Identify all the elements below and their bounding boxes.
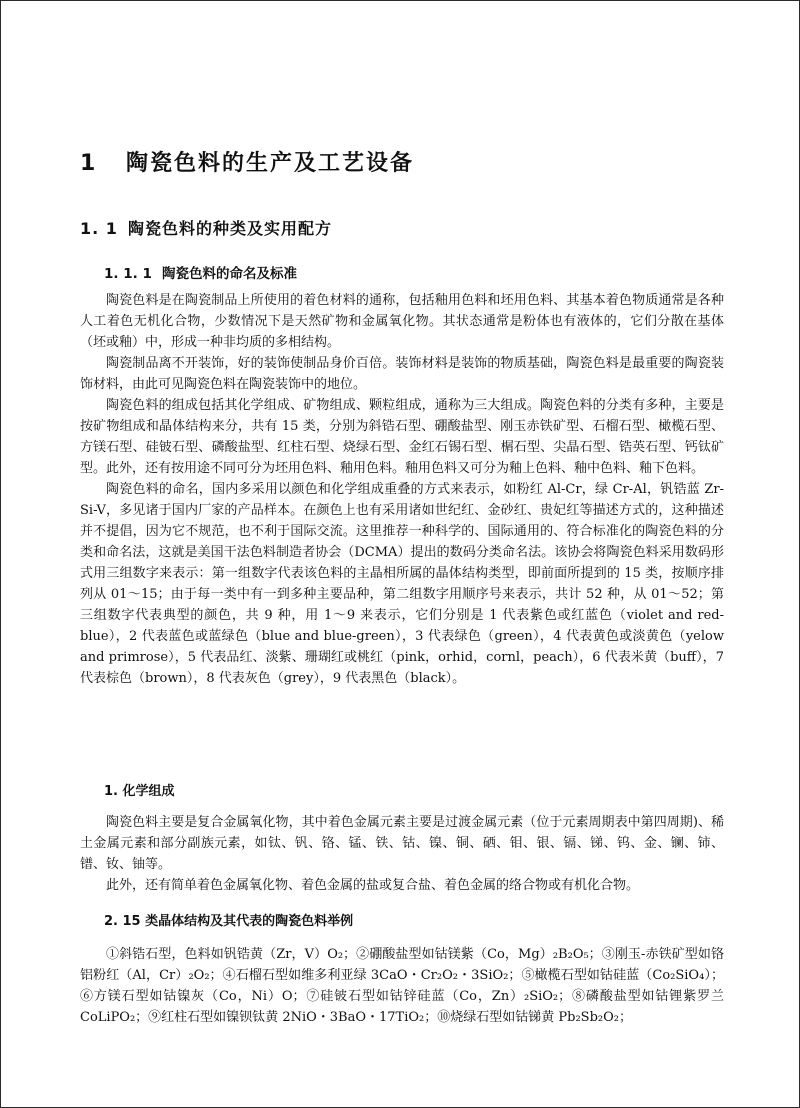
chapter-number: 1 <box>80 151 98 176</box>
subsection-heading <box>104 262 297 282</box>
paragraph: 陶瓷色料主要是复合金属氧化物，其中着色金属元素主要是过渡金属元素（位于元素周期表中第四周期)、稀土金属元素和部分副族元素，如钛、钒、铬、锰、铁、钴、镍、铜、硒、钼、银、镉、锑、钨、金、镧、铈、镨、钕、铀等。 <box>80 815 724 872</box>
section-title: 陶瓷色料的种类及实用配方 <box>128 219 333 238</box>
chapter-heading <box>80 146 414 177</box>
chemical-composition-body <box>80 812 724 896</box>
section-number: 1. 1 <box>80 219 118 238</box>
paragraph: 此外，还有简单着色金属氧化物、着色金属的盐或复合盐、着色金属的络合物或有机化合物。 <box>106 878 640 893</box>
paragraph: ①斜锆石型，色料如钒锆黄（Zr，V）O₂；②硼酸盐型如钴镁紫（Co，Mg）₂B₂O₅；③刚玉-赤铁矿型如铬铝粉红（Al，Cr）₂O₂；④石榴石型如维多利亚绿 3CaO・Cr₂O₂・3SiO₂；⑤橄榄石型如钴硅蓝（Co₂SiO₄）；⑥方镁石型如钴镍灰（Co，Ni）O；⑦硅铍石型如钴锌硅蓝（Co，Zn）₂SiO₂；⑧磷酸盐型如钴锂紫罗兰 CoLiPO₂；⑨红柱石型如镍钡钛黄 2NiO・3BaO・17TiO₂；⑩烧绿石型如钴锑黄 Pb₂Sb₂O₂； <box>80 947 724 1025</box>
paragraph: 陶瓷制品离不开装饰，好的装饰使制品身价百倍。装饰材料是装饰的物质基础，陶瓷色料是最重要的陶瓷装饰材料，由此可见陶瓷色料在陶瓷装饰中的地位。 <box>80 356 724 392</box>
subsection-number: 1. 1. 1 <box>104 266 152 282</box>
heading-crystal-types: 2. 15 类晶体结构及其代表的陶瓷色料举例 <box>104 914 354 929</box>
crystal-types-body <box>80 944 724 1028</box>
heading-chemical-composition: 1. 化学组成 <box>104 784 175 799</box>
intro-body <box>80 290 724 689</box>
paragraph: 陶瓷色料的命名，国内多采用以颜色和化学组成重叠的方式来表示，如粉红 Al-Cr，绿 Cr-Al，钒锆蓝 Zr-Si-V，多见诸于国内厂家的产品样本。在颜色上也有采用诸如世纪红、金砂红、贵妃红等描述方式的，这种描述并不提倡，因为它不规范，也不利于国际交流。这里推荐一种科学的、国际通用的、符合标准化的陶瓷色料的分类和命名法，这就是美国干法色料制造者协会（DCMA）提出的数码分类命名法。该协会将陶瓷色料采用数码形式用三组数字来表示：第一组数字代表该色料的主晶相所属的晶体结构类型，即前面所提到的 15 类，按顺序排列从 01～15；由于每一类中有一到多种主要品种，第二组数字用顺序号来表示，共计 52 种，从 01～52；第三组数字代表典型的颜色，共 9 种，用 1～9 来表示，它们分别是 1 代表紫色或红蓝色（violet and red-blue），2 代表蓝色或蓝绿色（blue and blue-green），3 代表绿色（green），4 代表黄色或淡黄色（yelow and primrose），5 代表品红、淡紫、珊瑚红或桃红（pink，orhid，cornl，peach），6 代表米黄（buff），7 代表棕色（brown），8 代表灰色（grey），9 代表黑色（black）。 <box>80 482 724 686</box>
chapter-title: 陶瓷色料的生产及工艺设备 <box>126 151 415 176</box>
subsection-title: 陶瓷色料的命名及标准 <box>162 266 297 282</box>
paragraph: 陶瓷色料的组成包括其化学组成、矿物组成、颗粒组成，通称为三大组成。陶瓷色料的分类有多种，主要是按矿物组成和晶体结构来分，共有 15 类，分别为斜锆石型、硼酸盐型、刚玉赤铁矿型、石榴石型、橄榄石型、方镁石型、硅铍石型、磷酸盐型、红柱石型、烧绿石型、金红石锡石型、榍石型、尖晶石型、锆英石型、钙钛矿型。此外，还有按用途不同可分为坯用色料、釉用色料。釉用色料又可分为釉上色料、釉中色料、釉下色料。 <box>80 398 724 476</box>
section-heading <box>80 216 332 239</box>
paragraph: 陶瓷色料是在陶瓷制品上所使用的着色材料的通称，包括釉用色料和坯用色料、其基本着色物质通常是各种人工着色无机化合物，少数情况下是天然矿物和金属氧化物。其状态通常是粉体也有液体的，它们分散在基体（坯或釉）中，形成一种非均质的多相结构。 <box>80 293 724 350</box>
